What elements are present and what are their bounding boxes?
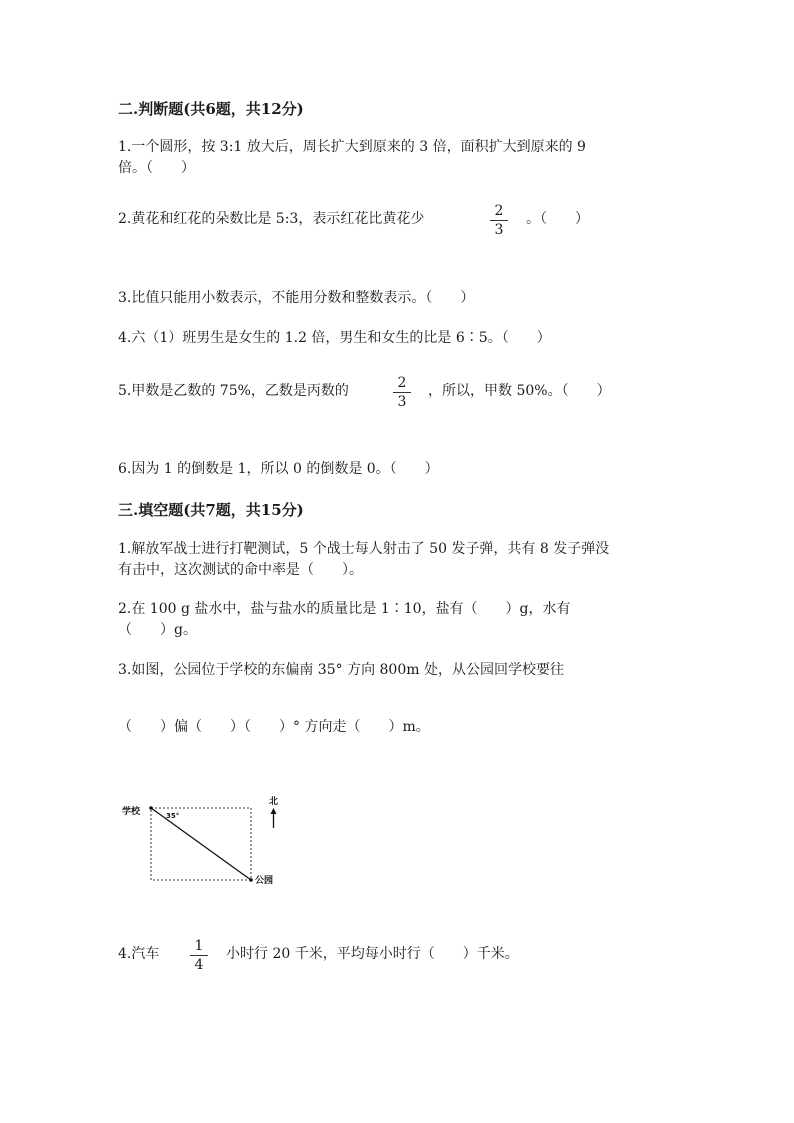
park-label: 公园: [255, 876, 274, 886]
question-3-4-tail: 小时行 20 千米，平均每小时行（ ）千米。: [226, 946, 519, 962]
question-3-3-line1: 3.如图，公园位于学校的东偏南 35° 方向 800m 处，从公园回学校要往: [118, 662, 564, 678]
park-point: [249, 878, 253, 882]
fraction-denominator: 3: [397, 394, 407, 410]
question-2-1-line2: 倍。（ ）: [118, 160, 195, 176]
question-2-5-text: 5.甲数是乙数的 75%，乙数是丙数的: [118, 383, 349, 399]
question-2-3-text: 3.比值只能用小数表示，不能用分数和整数表示。（ ）: [118, 290, 475, 306]
fraction-denominator: 4: [194, 957, 204, 973]
section-title-fill-in: 三.填空题(共7题，共15分): [118, 501, 304, 519]
fraction-denominator: 3: [494, 222, 504, 238]
question-3-3-line2: （ ）偏（ ）（ ）° 方向走（ ）m。: [118, 719, 430, 735]
question-2-2-fraction: [490, 203, 508, 238]
question-3-4-fraction: [190, 938, 208, 973]
school-point: [149, 806, 153, 810]
angle-label: 35°: [166, 812, 180, 820]
question-3-1-line2: 有击中，这次测试的命中率是（ ）。: [118, 562, 363, 578]
question-2-1-line1: 1.一个圆形，按 3:1 放大后，周长扩大到原来的 3 倍，面积扩大到原来的 9: [118, 139, 586, 155]
question-2-2-tail: 。（ ）: [526, 211, 589, 227]
fraction-numerator: 1: [194, 938, 204, 954]
question-2-5-fraction: [393, 375, 411, 410]
north-label: 北: [269, 797, 279, 807]
school-label: 学校: [122, 807, 141, 817]
north-arrow-icon: [271, 808, 277, 814]
fraction-numerator: 2: [494, 203, 504, 219]
direction-diagram: [118, 790, 298, 890]
question-2-2-text: 2.黄花和红花的朵数比是 5:3，表示红花比黄花少: [118, 211, 425, 227]
question-2-6-text: 6.因为 1 的倒数是 1，所以 0 的倒数是 0。（ ）: [118, 461, 439, 477]
question-2-5-tail: ，所以，甲数 50%。（ ）: [428, 383, 611, 399]
question-3-2-line2: （ ）g。: [118, 622, 197, 638]
question-3-4-text: 4.汽车: [118, 946, 160, 962]
question-3-1-line1: 1.解放军战士进行打靶测试，5 个战士每人射击了 50 发子弹，共有 8 发子弹没: [118, 541, 610, 557]
question-2-4-text: 4.六（1）班男生是女生的 1.2 倍，男生和女生的比是 6∶5。（ ）: [118, 330, 551, 346]
fraction-numerator: 2: [397, 375, 407, 391]
section-title-judgement: 二.判断题(共6题，共12分): [118, 100, 304, 118]
question-3-2-line1: 2.在 100 g 盐水中，盐与盐水的质量比是 1∶10，盐有（ ）g，水有: [118, 601, 571, 617]
